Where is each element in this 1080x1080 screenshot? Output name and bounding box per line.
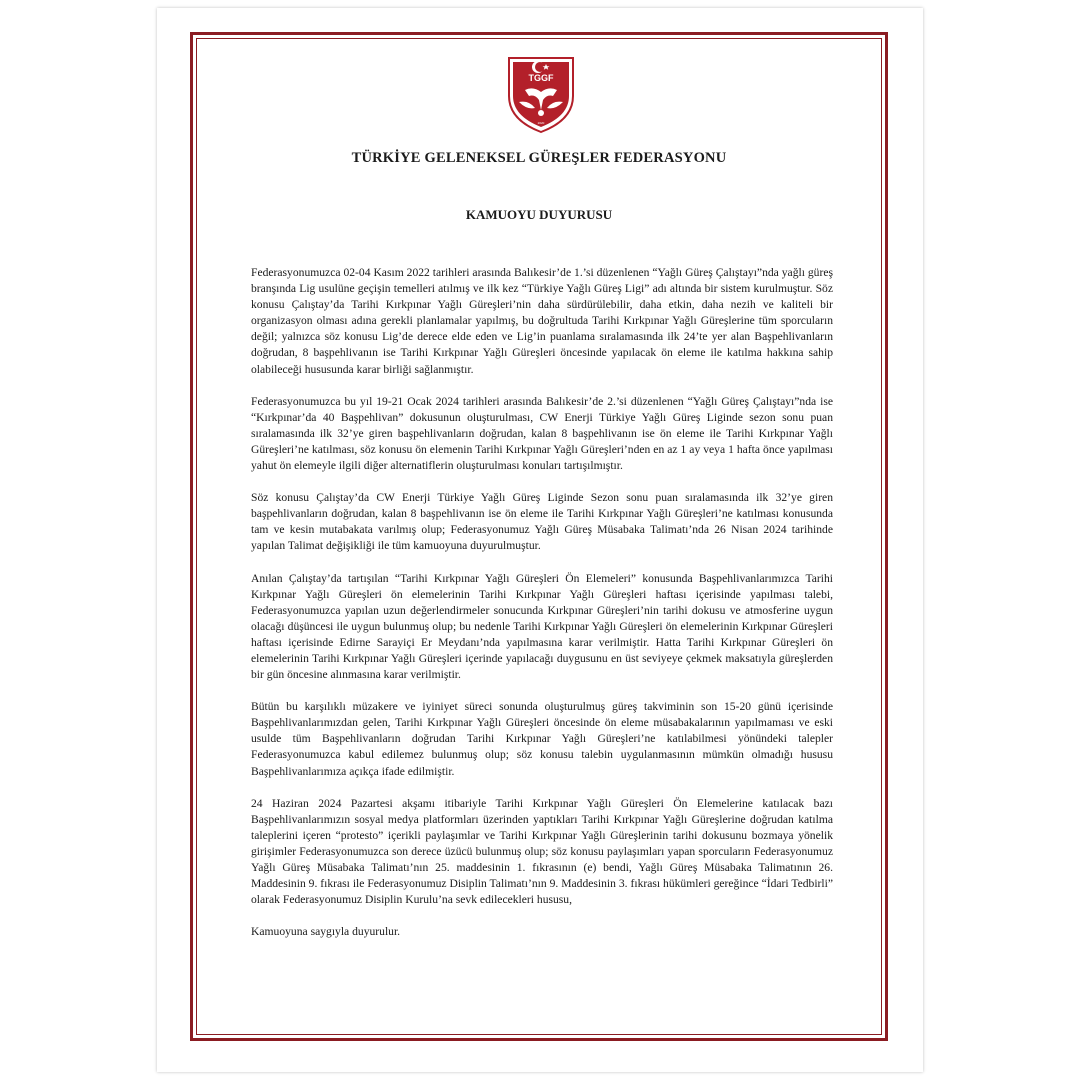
- logo-emblem-center: [538, 110, 544, 116]
- announcement-title: KAMUOYU DUYURUSU: [465, 207, 613, 222]
- paragraph-4: Anılan Çalıştay’da tartışılan “Tarihi Kırkpınar Yağlı Güreşleri Ön Elemeleri” konusunda Başpehlivanlarımızca Tarihi Kırkpınar Yağlı Güreşleri ön elemelerinin Tarihi Kırkpınar Yağlı Güreşleri haftası içerisinde yapılması talebi, Federasyonumuzca yapılan uzun değerlendirmeler sonucunda Kırkpınar Güreşleri’nin tarihi dokusu ve atmosferine uygun olacağı düşüncesi ile uygun bulunmuş olup; bu nedenle Tarihi Kırkpınar Yağlı Güreşleri ön elemelerinin Kırkpınar Güreşleri haftası içerisinde Edirne Sarayiçi Er Meydanı’nda yapılmasına karar verilmiştir. Hatta Tarihi Kırkpınar Güreşleri ön elemelerinin Tarihi Kırkpınar Yağlı Güreşleri içerinde yapılacağı duygusunu en üst seviyeye çekmek maksatıyla güreşlerden bir gün öncesine alınmasına karar verilmiştir.: [251, 571, 833, 682]
- federation-logo: [505, 50, 577, 134]
- logo-crescent-inner: [535, 62, 545, 72]
- paragraph-6: 24 Haziran 2024 Pazartesi akşamı itibariyle Tarihi Kırkpınar Yağlı Güreşleri Ön Elemelerine katılacak bazı Başpehlivanlarımızın sosyal medya platformları üzerinden yaptıkları Tarihi Kırkpınar Yağlı Güreşlerine doğrudan katılma taleplerini içeren “protesto” içerikli paylaşımlar ve Tarihi Kırkpınar Yağlı Güreşlerinin tarihi dokusunu bozmaya yönelik girişimler Federasyonumuzca son derece üzücü bulunmuş olup; söz konusu paylaşımları yapan sporcuların Federasyonumuz Yağlı Güreş Müsabaka Talimatı’nın 25. maddesinin 1. fıkrasının (e) bendi, Yağlı Güreş Müsabaka Talimatının 26. Maddesinin 9. fıkrası ile Federasyonumuz Disiplin Talimatı’nın 9. Maddesinin 3. fıkrası hükümleri gereğince “İdari Tedbirli” olarak Federasyonumuz Disiplin Kurulu’na sevk edilecekleri hususu,: [251, 796, 833, 907]
- paragraph-2: Federasyonumuzca bu yıl 19-21 Ocak 2024 tarihleri arasında Balıkesir’de 2.’si düzenlenen “Yağlı Güreş Çalıştayı”nda ise “Kırkpınar’da 40 Başpehlivan” dokusunun oluşturulması, CW Enerji Türkiye Yağlı Güreş Liginde sezon sonu puan sıralamasında ilk 32’ye giren başpehlivanların doğrudan, kalan 8 başpehlivanın ise ön eleme ile Tarihi Kırkpınar Yağlı Güreşleri’ne katılması, söz konusu ön elemenin Tarihi Kırkpınar Yağlı Güreşleri’nden en az 1 ay veya 1 hafta önce yapılması yahut ön elemeyle ilgili diğer alternatiflerin oluşturulması konuları tartışılmıştır.: [251, 394, 833, 473]
- closing-line: Kamuoyuna saygıyla duyurulur.: [251, 925, 401, 939]
- paragraph-3: Söz konusu Çalıştay’da CW Enerji Türkiye Yağlı Güreş Liginde Sezon sonu puan sıralamasında ilk 32’ye giren başpehlivanların doğrudan, kalan 8 başpehlivanın ise ön eleme ile Tarihi Kırkpınar Yağlı Güreşleri’ne katılması konusunda tam ve kesin mutabakata varılmış olup; Federasyonumuz Yağlı Güreş Müsabaka Talimatı’nda 26 Nisan 2024 tarihinde yapılan Talimat değişikliği ile tüm kamuoyuna duyurulmuştur.: [251, 491, 833, 553]
- announcement-body: [251, 265, 833, 956]
- organization-title: TÜRKİYE GELENEKSEL GÜREŞLER FEDERASYONU: [351, 150, 727, 166]
- paragraph-5: Bütün bu karşılıklı müzakere ve iyiniyet süreci sonunda oluşturulmuş güreş takviminin son 15-20 günü içerisinde Başpehlivanlarımızdan gelen, Tarihi Kırkpınar Yağlı Güreşleri öncesinde ön eleme müsabakalarının yapılmaması ve eski usulde tüm Başpehlivanların doğrudan Tarihi Kırkpınar Yağlı Güreşleri’ne katılabilmesi yönündeki talepler Federasyonumuzca kabul edilemez bulunmuş olup; söz konusu talebin uygulanmasının mümkün olmadığı hususu Başpehlivanlarımıza açıkça ifade edilmiştir.: [251, 700, 833, 778]
- logo-text: TGGF: [528, 73, 554, 83]
- paragraph-1: Federasyonumuzca 02-04 Kasım 2022 tarihleri arasında Balıkesir’de 1.’si düzenlenen “Yağlı Güreş Çalıştayı”nda yağlı güreş branşında Lig usulüne geçişin temelleri atılmış ve ilk kez “Türkiye Yağlı Güreş Ligi” adı altında bir sistem kurulmuştur. Söz konusu Çalıştay’da Tarihi Kırkpınar Yağlı Güreşleri’nin daha sürdürülebilir, daha etkin, daha nezih ve kaliteli bir organizasyon olması adına gerekli planlamalar yapılmış, bu doğrultuda Tarihi Kırkpınar Yağlı Güreşlerine tüm sporcuların değil; yalnızca söz konusu Lig’de derece elde eden ve Lig’in puanlama sıralamasında ilk 24’te yer alan Başpehlivanların doğrudan, 8 başpehlivanın ise Tarihi Kırkpınar Yağlı Güreşleri öncesinde yapılacak ön eleme ile katılma hakkına sahip olabileceği hususunda karar birliği sağlanmıştır.: [251, 266, 833, 376]
- logo-year: 2020: [537, 121, 545, 125]
